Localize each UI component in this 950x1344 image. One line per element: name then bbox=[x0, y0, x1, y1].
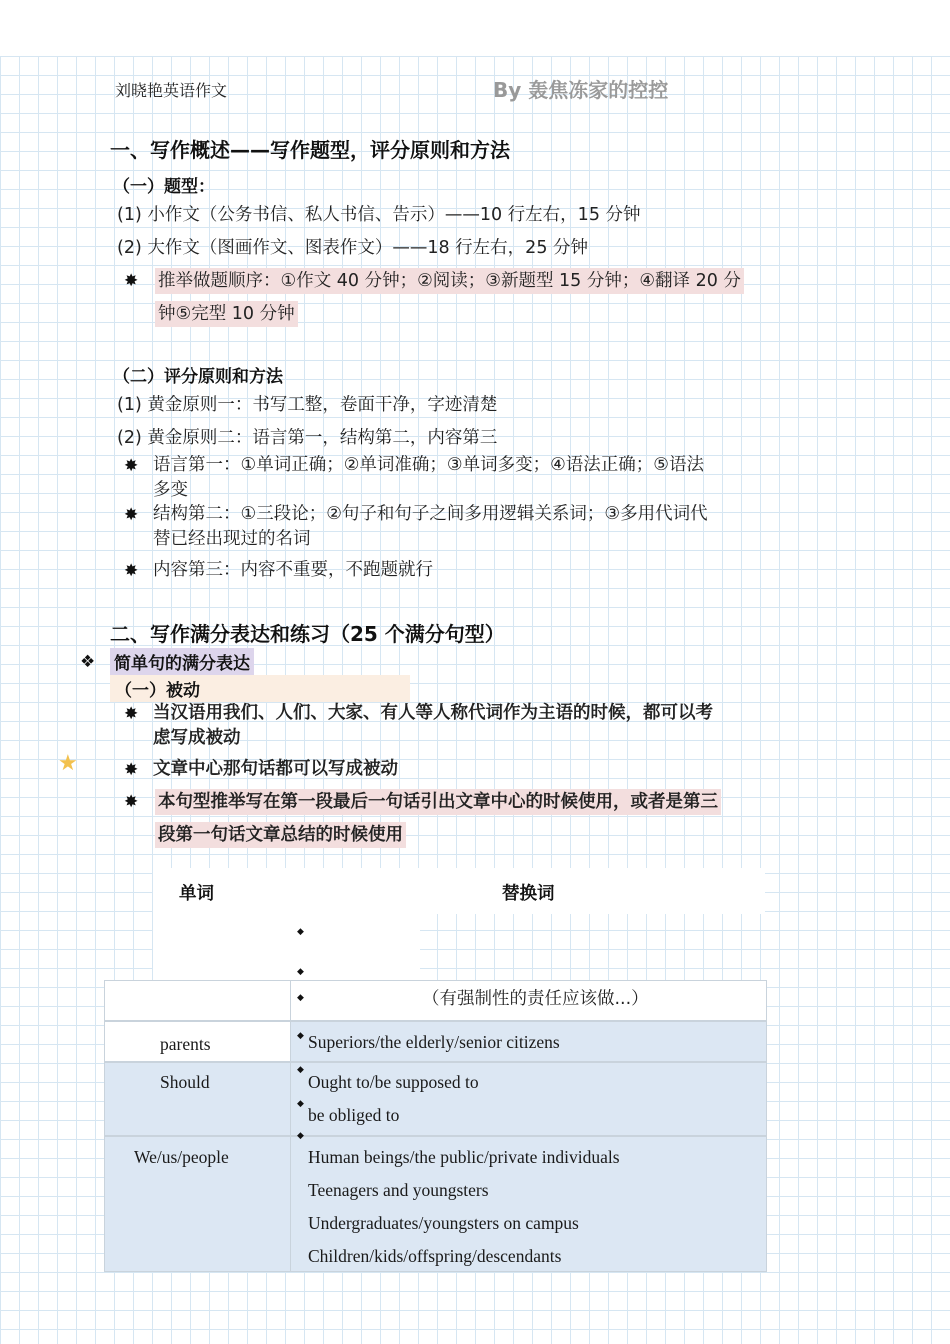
table-header-replacement: 替换词 bbox=[502, 884, 555, 904]
header-title: 刘晓艳英语作文 bbox=[115, 81, 228, 100]
table-header-word: 单词 bbox=[179, 884, 214, 904]
diamond-dot-icon: ◆ bbox=[297, 993, 304, 1003]
section1-sub2-title: （二）评分原则和方法 bbox=[113, 367, 283, 387]
section1-sub2-item: (1) 黄金原则一：书写工整，卷面干净，字迹清楚 bbox=[117, 395, 498, 415]
section1-title: 一、写作概述——写作题型，评分原则和方法 bbox=[110, 138, 510, 162]
table-blank-area bbox=[153, 914, 420, 980]
table-note: （有强制性的责任应该做...） bbox=[422, 989, 649, 1009]
diamond-dot-icon: ◆ bbox=[297, 1131, 304, 1141]
table-substitute: Teenagers and youngsters bbox=[308, 1180, 489, 1200]
section1-sub1-item: (2) 大作文（图画作文、图表作文）——18 行左右，25 分钟 bbox=[117, 238, 589, 258]
table-word: We/us/people bbox=[134, 1147, 229, 1167]
table-substitute: Undergraduates/youngsters on campus bbox=[308, 1213, 579, 1233]
diamond-dot-icon: ◆ bbox=[297, 967, 304, 977]
table-word: Should bbox=[160, 1072, 210, 1092]
bullet-icon: ✸ bbox=[124, 792, 139, 812]
order-note-line: 推举做题顺序：①作文 40 分钟；②阅读；③新题型 15 分钟；④翻译 20 分 bbox=[155, 268, 744, 294]
table-substitute: Human beings/the public/private individuals bbox=[308, 1147, 620, 1167]
bullet-icon: ✸ bbox=[124, 271, 139, 291]
diamond-dot-icon: ◆ bbox=[297, 1099, 304, 1109]
principle-bullet: 结构第二：①三段论；②句子和句子之间多用逻辑关系词；③多用代词代 bbox=[153, 504, 708, 524]
section1-sub1-item: (1) 小作文（公务书信、私人书信、告示）——10 行左右，15 分钟 bbox=[117, 205, 641, 225]
principle-bullet: 语言第一：①单词正确；②单词准确；③单词多变；④语法正确；⑤语法 bbox=[153, 455, 704, 475]
passive-bullet: 文章中心那句话都可以写成被动 bbox=[153, 759, 398, 779]
table-substitute: Children/kids/offspring/descendants bbox=[308, 1246, 562, 1266]
bullet-icon: ✸ bbox=[124, 760, 139, 780]
table-header-row bbox=[153, 868, 765, 914]
principle-bullet-cont: 多变 bbox=[153, 480, 188, 500]
passive-heading: （一）被动 bbox=[110, 675, 410, 702]
table-word: parents bbox=[160, 1034, 211, 1054]
section1-sub1-title: （一）题型： bbox=[113, 177, 215, 197]
table-substitute: be obliged to bbox=[308, 1105, 400, 1125]
bullet-icon: ✸ bbox=[124, 561, 139, 581]
section2-title: 二、写作满分表达和练习（25 个满分句型） bbox=[110, 622, 505, 646]
bullet-icon: ✸ bbox=[124, 704, 139, 724]
section1-sub2-item: (2) 黄金原则二：语言第一，结构第二，内容第三 bbox=[117, 428, 498, 448]
passive-bullet: 本句型推举写在第一段最后一句话引出文章中心的时候使用，或者是第三 bbox=[155, 789, 721, 815]
bullet-icon: ✸ bbox=[124, 456, 139, 476]
table-row bbox=[104, 1131, 767, 1272]
principle-bullet-cont: 替已经出现过的名词 bbox=[153, 529, 311, 549]
simple-sentence-heading: 简单句的满分表达 bbox=[110, 648, 254, 675]
principle-bullet: 内容第三：内容不重要，不跑题就行 bbox=[153, 560, 433, 580]
diamond-dot-icon: ◆ bbox=[297, 1031, 304, 1041]
page-top-margin bbox=[0, 0, 950, 56]
table-row bbox=[104, 1021, 767, 1062]
table-row bbox=[104, 1062, 767, 1136]
diamond-dot-icon: ◆ bbox=[297, 1065, 304, 1075]
diamond-bullet-icon: ❖ bbox=[80, 652, 96, 672]
header-author: By 轰焦冻家的控控 bbox=[493, 78, 669, 102]
table-substitute: Ought to/be supposed to bbox=[308, 1072, 479, 1092]
bullet-icon: ✸ bbox=[124, 505, 139, 525]
table-row bbox=[104, 980, 767, 1021]
star-icon: ★ bbox=[58, 751, 78, 776]
diamond-dot-icon: ◆ bbox=[297, 927, 304, 937]
table-substitute: Superiors/the elderly/senior citizens bbox=[308, 1032, 560, 1052]
passive-bullet: 当汉语用我们、人们、大家、有人等人称代词作为主语的时候，都可以考 bbox=[153, 703, 713, 723]
passive-bullet-cont: 段第一句话文章总结的时候使用 bbox=[155, 822, 406, 848]
order-note-line: 钟⑤完型 10 分钟 bbox=[155, 301, 298, 327]
passive-bullet-cont: 虑写成被动 bbox=[153, 728, 241, 748]
